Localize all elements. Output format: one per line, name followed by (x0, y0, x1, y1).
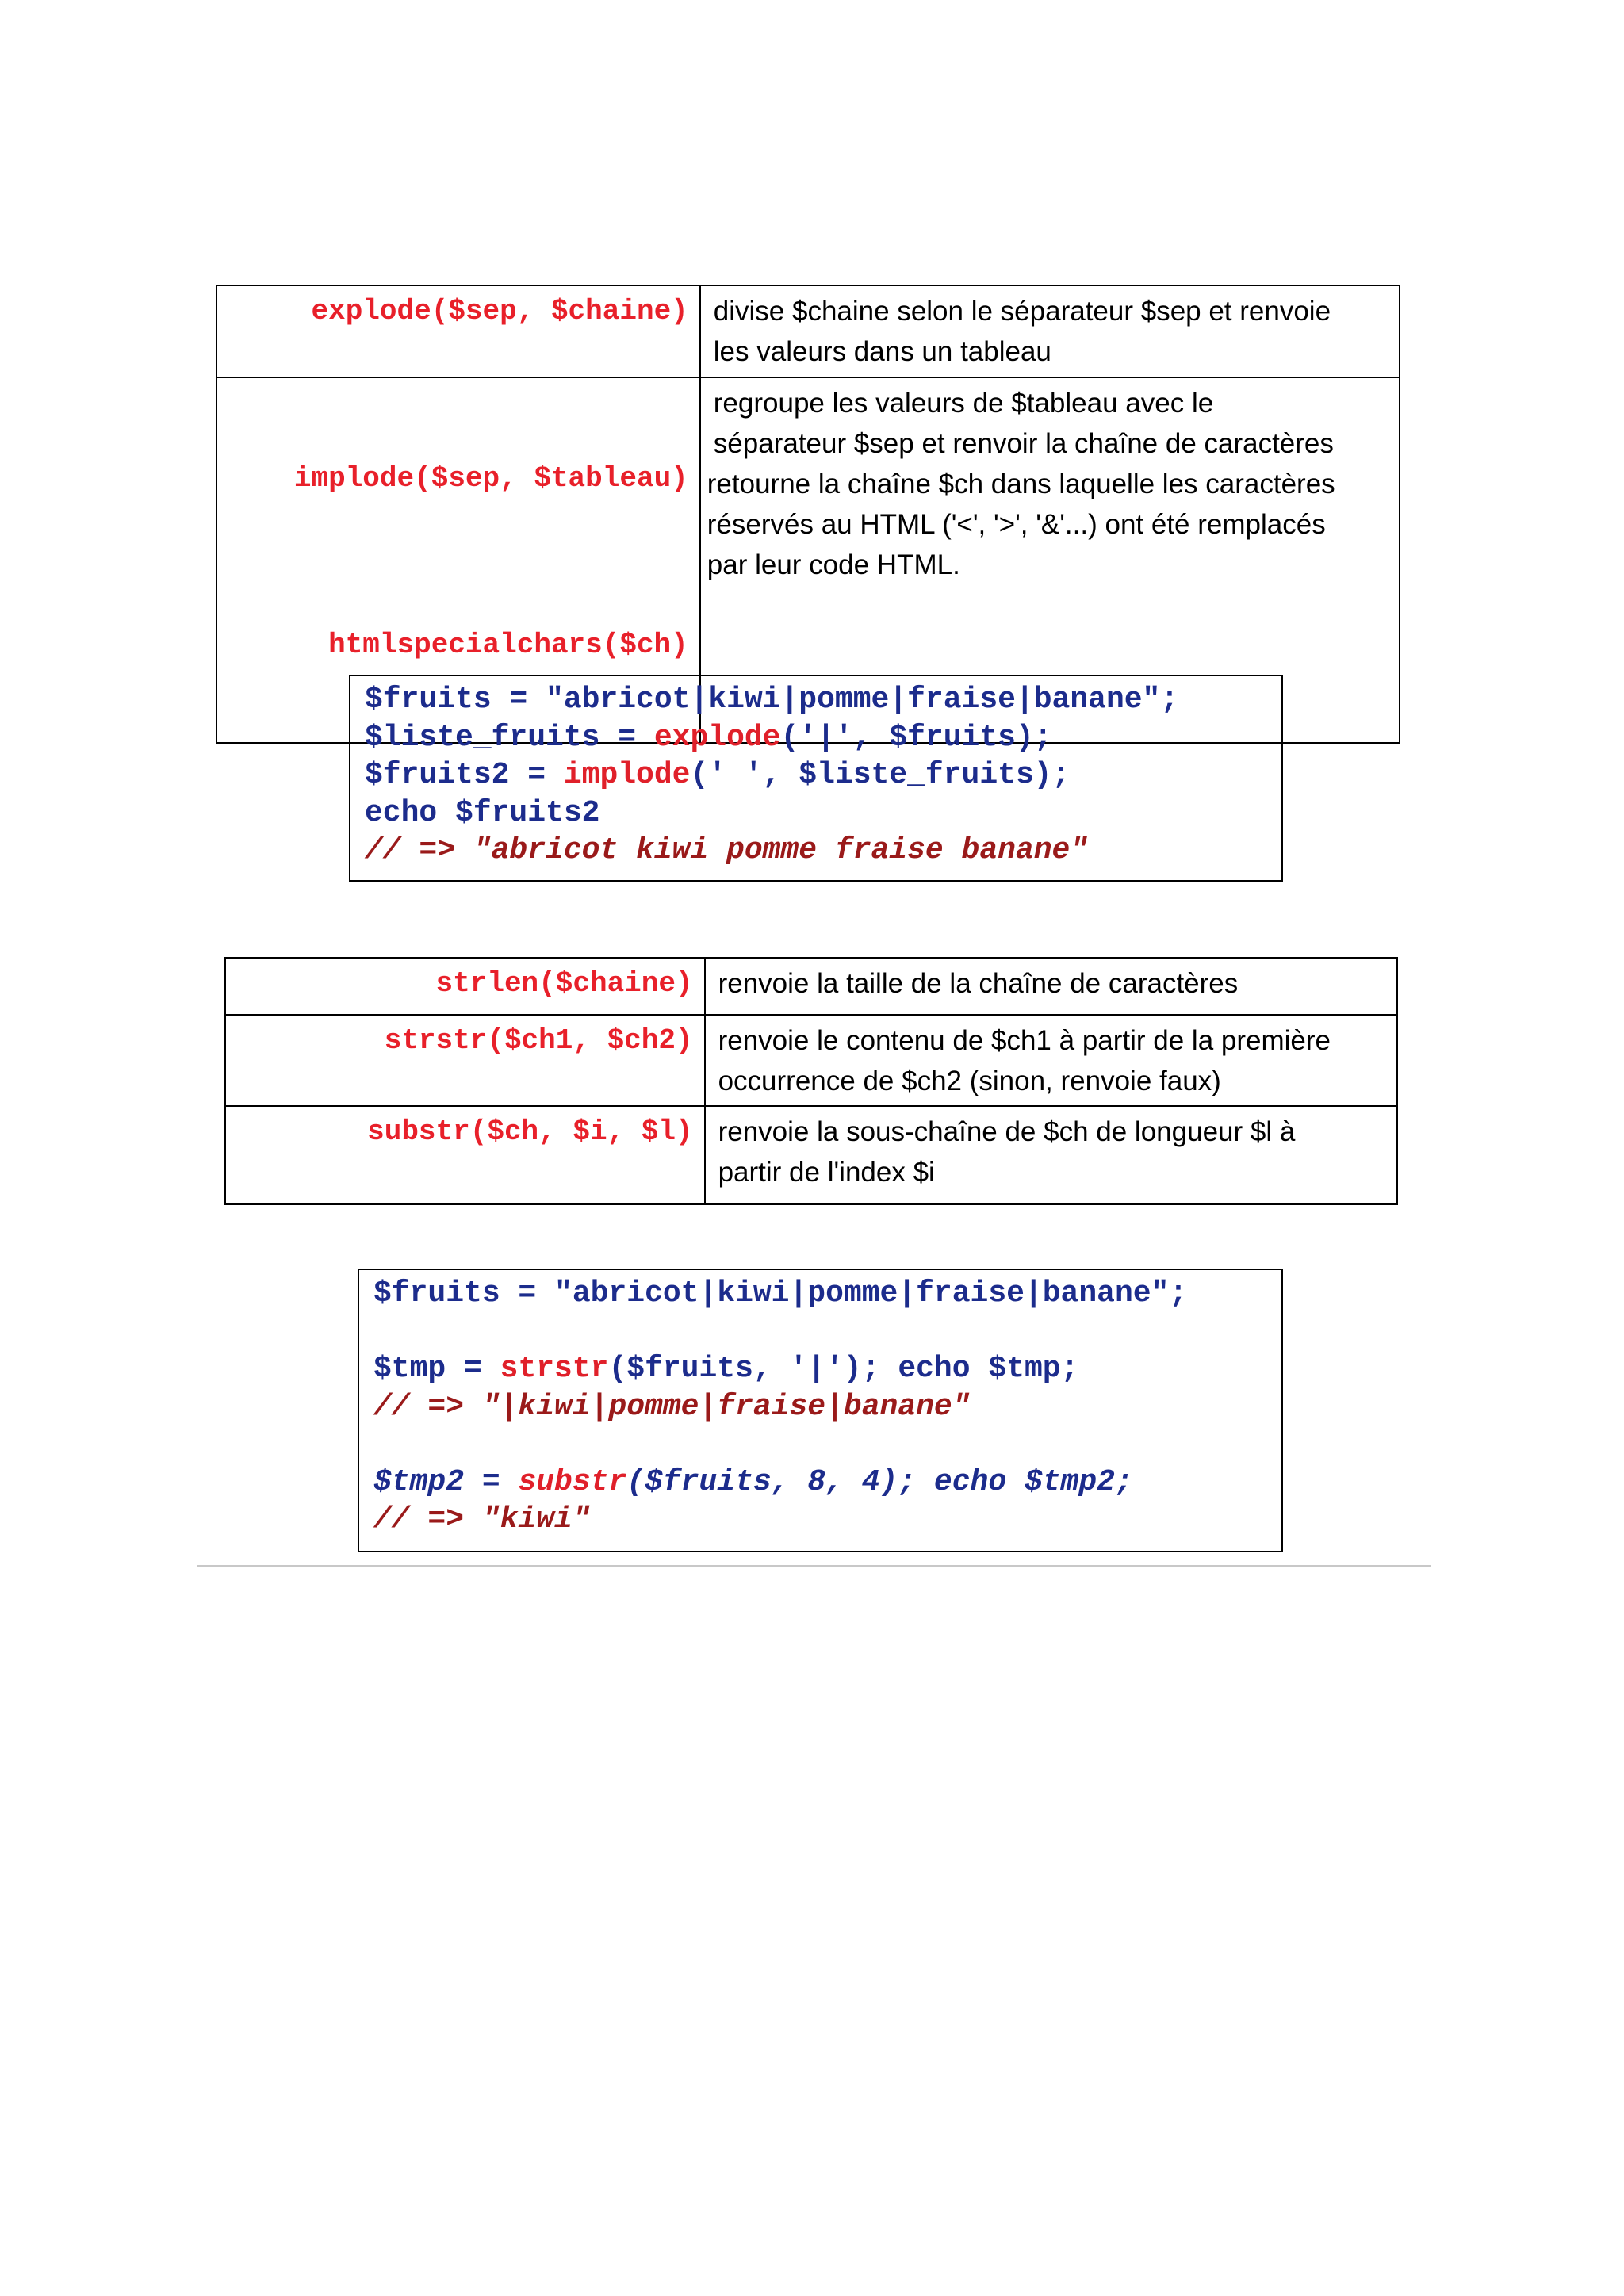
table-row (225, 1015, 1397, 1106)
function-description: regroupe les valeurs de $tableau avec le séparateur $sep et renvoir la chaîne de caractères retourne la chaîne $ch dans laquelle les caractères réservés au HTML ('<', '>', '&'...) ont été remplacés par leur code HTML. (700, 377, 1400, 743)
code-example-explode-implode (349, 675, 1283, 882)
table-row (225, 1106, 1397, 1204)
function-description: renvoie la sous-chaîne de $ch de longueur $l à partir de l'index $i (705, 1106, 1397, 1204)
code-line: $fruits = "abricot|kiwi|pomme|fraise|banane"; (365, 683, 1179, 717)
code-listing (365, 681, 1267, 870)
code-line: $liste_fruits = explode('|', $fruits); (365, 720, 1052, 755)
string-functions-table-2 (224, 957, 1398, 1205)
function-signature: strstr($ch1, $ch2) (225, 1015, 705, 1106)
code-line: $tmp2 = substr($fruits, 8, 4); echo $tmp2; (373, 1464, 1133, 1499)
horizontal-divider (197, 1565, 1431, 1567)
function-signature: implode($sep, $tableau) (293, 462, 688, 496)
function-description: renvoie le contenu de $ch1 à partir de la première occurrence de $ch2 (sinon, renvoie faux) (705, 1015, 1397, 1106)
function-signature: htmlspecialchars($ch) (328, 628, 688, 661)
table-row (216, 285, 1400, 377)
table-row (225, 958, 1397, 1015)
code-line: $fruits = "abricot|kiwi|pomme|fraise|banane"; (373, 1276, 1188, 1311)
function-description: renvoie la taille de la chaîne de caractères (705, 958, 1397, 1015)
code-line: $fruits2 = implode(' ', $liste_fruits); (365, 758, 1071, 792)
code-line: echo $fruits2 (365, 795, 600, 830)
code-line: $tmp = strstr($fruits, '|'); echo $tmp; (373, 1352, 1079, 1386)
function-signature: strlen($chaine) (225, 958, 705, 1015)
function-description: divise $chaine selon le séparateur $sep et renvoie les valeurs dans un tableau (700, 285, 1400, 377)
code-comment: // => "abricot kiwi pomme fraise banane" (365, 833, 1089, 867)
function-signature: explode($sep, $chaine) (216, 285, 700, 377)
code-listing (373, 1275, 1267, 1539)
code-example-strstr-substr (358, 1269, 1283, 1552)
code-comment: // => "kiwi" (373, 1502, 591, 1536)
function-signature: substr($ch, $i, $l) (225, 1106, 705, 1204)
code-comment: // => "|kiwi|pomme|fraise|banane" (373, 1389, 971, 1424)
